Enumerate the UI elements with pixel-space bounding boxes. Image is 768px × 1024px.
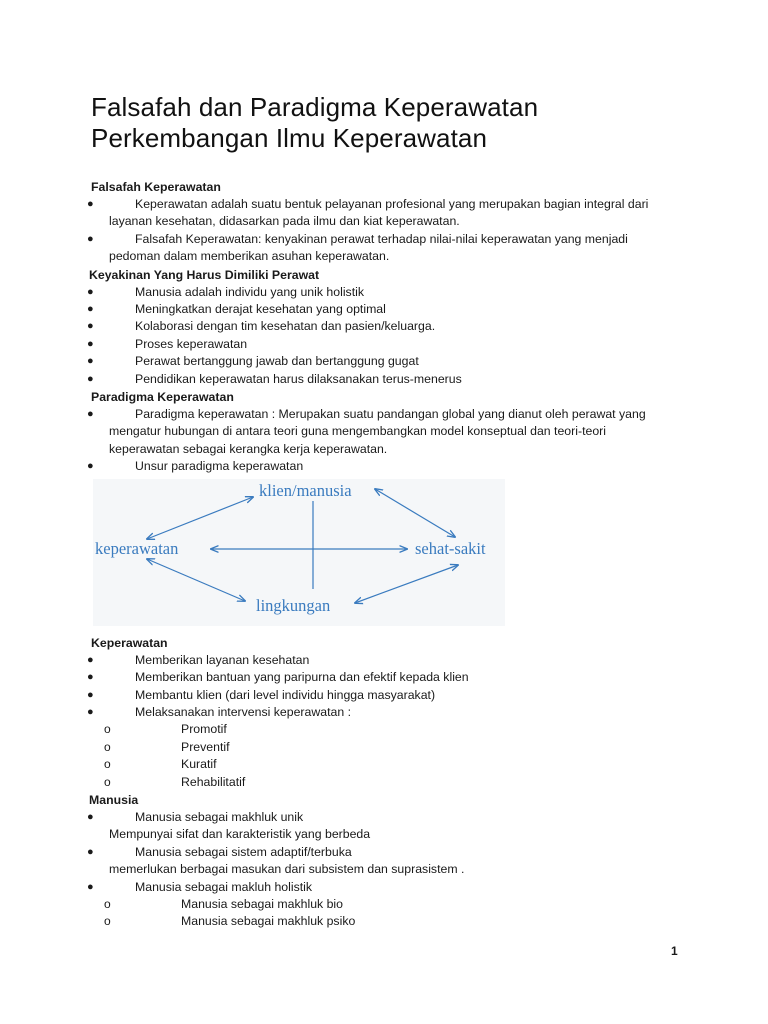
circle-bullet-icon: o	[104, 896, 111, 911]
circle-bullet-icon: o	[104, 774, 111, 789]
list-item-text: Manusia sebagai makluh holistik	[135, 879, 313, 894]
bullet-icon: ●	[87, 810, 94, 823]
list-item-text: Unsur paradigma keperawatan	[135, 459, 304, 474]
list-item-text: Perawat bertanggung jawab dan bertanggung gugat	[135, 354, 419, 369]
bullet-icon: ●	[87, 880, 94, 893]
list-item	[0, 669, 768, 686]
list-item	[0, 458, 768, 475]
list-item	[0, 704, 768, 721]
sub-list-item-text: Manusia sebagai makhluk psiko	[181, 914, 356, 929]
list-item	[0, 406, 768, 423]
circle-bullet-icon: o	[104, 914, 111, 929]
bullet-icon: ●	[87, 705, 94, 718]
heading-keperawatan: Keperawatan	[91, 635, 168, 650]
list-item-text: Meningkatkan derajat kesehatan yang optimal	[135, 302, 386, 317]
list-item-text: Paradigma keperawatan : Merupakan suatu pandangan global yang dianut oleh perawat yang	[135, 407, 646, 422]
sub-list-item	[0, 896, 768, 913]
bullet-icon: ●	[87, 320, 94, 333]
list-item-text: Memberikan bantuan yang paripurna dan efektif kepada klien	[135, 670, 469, 685]
bullet-icon: ●	[87, 232, 94, 245]
circle-bullet-icon: o	[104, 739, 111, 754]
sub-list-item-text: Kuratif	[181, 757, 217, 772]
list-item-continuation: layanan kesehatan, didasarkan pada ilmu dan kiat keperawatan.	[109, 214, 460, 229]
list-item-text: Membantu klien (dari level individu hingga masyarakat)	[135, 687, 436, 702]
sub-list-item-text: Promotif	[181, 722, 227, 737]
list-item	[0, 336, 768, 353]
bullet-icon: ●	[87, 688, 94, 701]
paradigma-diagram	[93, 479, 505, 626]
bullet-icon: ●	[87, 285, 94, 298]
sub-list-item	[0, 774, 768, 791]
list-item	[0, 879, 768, 896]
list-item	[0, 301, 768, 318]
sub-list-item	[0, 739, 768, 756]
bullet-icon: ●	[87, 845, 94, 858]
list-item	[0, 687, 768, 704]
list-item	[0, 231, 768, 248]
diagram-label-lingkungan: lingkungan	[256, 595, 331, 615]
sub-list-item	[0, 756, 768, 773]
bullet-icon: ●	[87, 460, 94, 473]
list-item	[0, 318, 768, 335]
sub-list-item	[0, 913, 768, 930]
list-item-continuation: memerlukan berbagai masukan dari subsistem dan suprasistem .	[109, 862, 465, 877]
list-item-text: Pendidikan keperawatan harus dilaksanakan terus-menerus	[135, 371, 462, 386]
list-item-text: Manusia sebagai sistem adaptif/terbuka	[135, 844, 352, 859]
list-item-continuation: keperawatan sebagai kerangka kerja keperawatan.	[109, 441, 388, 456]
list-item-continuation: pedoman dalam memberikan asuhan keperawatan.	[109, 249, 390, 264]
title-line-2: Perkembangan Ilmu Keperawatan	[91, 123, 488, 153]
document-body	[0, 178, 768, 931]
page-number: 1	[671, 944, 678, 958]
heading-keyakinan: Keyakinan Yang Harus Dimiliki Perawat	[89, 267, 320, 282]
circle-bullet-icon: o	[104, 757, 111, 772]
list-item-text: Memberikan layanan kesehatan	[135, 652, 310, 667]
sub-list-item-text: Rehabilitatif	[181, 774, 246, 789]
list-item-continuation: Mempunyai sifat dan karakteristik yang berbeda	[109, 827, 371, 842]
bullet-icon: ●	[87, 653, 94, 666]
heading-paradigma: Paradigma Keperawatan	[91, 390, 234, 405]
list-item	[0, 196, 768, 213]
bullet-icon: ●	[87, 671, 94, 684]
list-item	[0, 652, 768, 669]
arrow-sehat-lingkungan	[355, 565, 458, 603]
list-item	[0, 284, 768, 301]
diagram-label-sehat-sakit: sehat-sakit	[415, 538, 486, 558]
bullet-icon: ●	[87, 355, 94, 368]
sub-list-item-text: Manusia sebagai makhluk bio	[181, 896, 344, 911]
bullet-icon: ●	[87, 337, 94, 350]
arrow-klien-keperawatan	[147, 497, 253, 539]
sub-list-item-text: Preventif	[181, 739, 230, 754]
list-item-text: Kolaborasi dengan tim kesehatan dan pasien/keluarga.	[135, 319, 436, 334]
arrow-keperawatan-lingkungan	[147, 559, 245, 601]
list-item-text: Melaksanakan intervensi keperawatan :	[135, 704, 352, 719]
document-title	[91, 92, 538, 154]
list-item	[0, 809, 768, 826]
bullet-icon: ●	[87, 303, 94, 316]
list-item-text: Manusia sebagai makhluk unik	[135, 809, 304, 824]
list-item-text: Falsafah Keperawatan: kenyakinan perawat terhadap nilai-nilai keperawatan yang menjadi	[135, 231, 628, 246]
list-item-text: Proses keperawatan	[135, 336, 248, 351]
heading-manusia: Manusia	[89, 792, 139, 807]
diagram-label-keperawatan: keperawatan	[95, 538, 179, 558]
bullet-icon: ●	[87, 372, 94, 385]
arrow-klien-sehat	[375, 489, 455, 537]
list-item	[0, 353, 768, 370]
title-line-1: Falsafah dan Paradigma Keperawatan	[91, 92, 539, 122]
list-item	[0, 844, 768, 861]
heading-falsafah: Falsafah Keperawatan	[91, 180, 221, 194]
list-item-text: Keperawatan adalah suatu bentuk pelayanan profesional yang merupakan bagian integral dari	[135, 197, 649, 211]
list-item-continuation: mengatur hubungan di antara teori guna mengembangkan model konseptual dan teori-teori	[109, 424, 606, 439]
list-item-text: Manusia adalah individu yang unik holistik	[135, 284, 364, 299]
sub-list-item	[0, 721, 768, 738]
bullet-icon: ●	[87, 198, 94, 210]
list-item	[0, 371, 768, 388]
diagram-label-klien: klien/manusia	[259, 480, 352, 500]
circle-bullet-icon: o	[104, 722, 111, 737]
bullet-icon: ●	[87, 408, 94, 421]
